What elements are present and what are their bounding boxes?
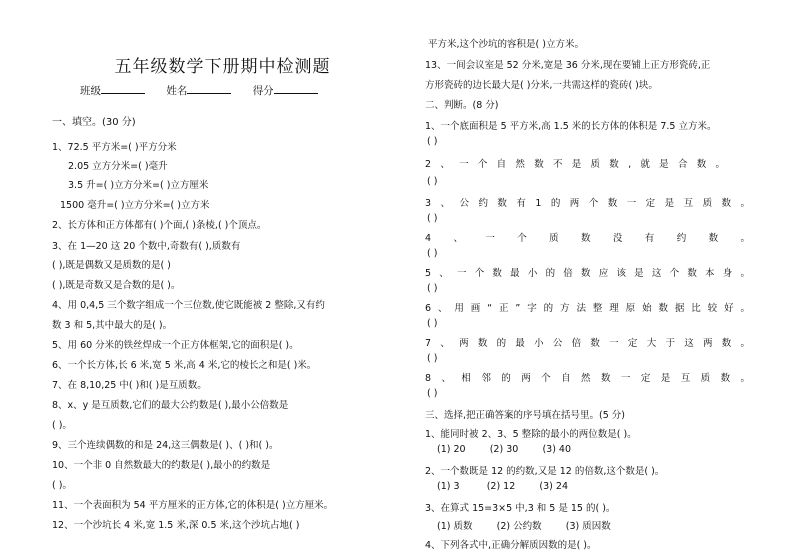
question-line: 3、在算式 15=3×5 中,3 和 5 是 15 的( )。 bbox=[425, 503, 616, 514]
question-line: 8、x、y 是互质数,它们的最大公约数是( ),最小公倍数是 bbox=[52, 400, 289, 411]
score-blank[interactable] bbox=[274, 84, 318, 94]
answer-paren[interactable]: ( ) bbox=[427, 283, 438, 294]
answer-paren[interactable]: ( ) bbox=[427, 136, 438, 147]
question-line: ( )。 bbox=[52, 420, 72, 431]
question-line: 9、三个连续偶数的和是 24,这三偶数是( )、( )和( )。 bbox=[52, 440, 279, 451]
page-title: 五年级数学下册期中检测题 bbox=[114, 57, 331, 77]
question-line: ( )。 bbox=[52, 480, 72, 491]
question-line: 1、72.5 平方米=( )平方分米 bbox=[52, 142, 177, 153]
question-line: 1、一个底面积是 5 平方米,高 1.5 米的长方体的体积是 7.5 立方米。 bbox=[425, 121, 717, 132]
name-label: 姓名 bbox=[166, 85, 188, 97]
question-line: 10、一个非 0 自然数最大的约数是( ),最小的约数是 bbox=[52, 460, 271, 471]
question-line: 2、一个自然数不是质数,就是合数。 bbox=[425, 159, 725, 170]
answer-paren[interactable]: ( ) bbox=[427, 213, 438, 224]
question-line: 5、用 60 分米的铁丝焊成一个正方体框架,它的面积是( )。 bbox=[52, 340, 299, 351]
question-line: 3、在 1—20 这 20 个数中,奇数有( ),质数有 bbox=[52, 241, 241, 252]
choice-options: (1) 20 (2) 30 (3) 40 bbox=[437, 444, 572, 455]
question-line: 13、一间会议室是 52 分米,宽是 36 分米,现在要铺上正方形瓷砖,正 bbox=[425, 60, 711, 71]
student-info-row bbox=[80, 83, 336, 98]
question-line: 4、用 0,4,5 三个数字组成一个三位数,使它既能被 2 整除,又有约 bbox=[52, 300, 325, 311]
answer-paren[interactable]: ( ) bbox=[427, 248, 438, 259]
choice-options: (1) 3 (2) 12 (3) 24 bbox=[437, 481, 568, 492]
question-line: 6、用画“正”字的方法整理原始数据比较好。 bbox=[425, 303, 750, 314]
class-field bbox=[80, 83, 145, 98]
question-line: 8、相邻的两个自然数一定是互质数。 bbox=[425, 373, 750, 384]
question-line: 方形瓷砖的边长最大是( )分米,一共需这样的瓷砖( )块。 bbox=[425, 80, 658, 91]
question-line: 3.5 升=( )立方分米=( )立方厘米 bbox=[68, 180, 209, 191]
class-blank[interactable] bbox=[101, 84, 145, 94]
question-line: 平方米,这个沙坑的容积是( )立方米。 bbox=[428, 39, 584, 50]
answer-paren[interactable]: ( ) bbox=[427, 176, 438, 187]
question-line: 5、一个数最小的倍数应该是这个数本身。 bbox=[425, 268, 750, 279]
score-label: 得分 bbox=[252, 85, 274, 97]
question-line: 6、一个长方体,长 6 米,宽 5 米,高 4 米,它的棱长之和是( )米。 bbox=[52, 360, 317, 371]
class-label: 班级 bbox=[80, 85, 101, 97]
question-line: 2、长方体和正方体都有( )个面,( )条棱,( )个顶点。 bbox=[52, 220, 267, 231]
question-line: 12、一个沙坑长 4 米,宽 1.5 米,深 0.5 米,这个沙坑占地( ) bbox=[52, 520, 300, 531]
choice-options: (1) 质数 (2) 公约数 (3) 质因数 bbox=[437, 521, 611, 532]
question-line: 2.05 立方分米=( )毫升 bbox=[68, 161, 168, 172]
question-line: 7、两数的最小公倍数一定大于这两数。 bbox=[425, 338, 750, 349]
section-heading-fill: 一、填空。(30 分) bbox=[52, 117, 136, 128]
question-line: 7、在 8,10,25 中( )和( )是互质数。 bbox=[52, 380, 207, 391]
question-line: 2、一个数既是 12 的约数,又是 12 的倍数,这个数是( )。 bbox=[425, 466, 665, 477]
question-line: 4、一个质数没有约数。 bbox=[425, 233, 750, 244]
name-field bbox=[166, 83, 231, 98]
answer-paren[interactable]: ( ) bbox=[427, 353, 438, 364]
question-line: 数 3 和 5,其中最大的是( )。 bbox=[52, 320, 173, 331]
question-line: 1500 毫升=( )立方分米=( )立方米 bbox=[60, 200, 210, 211]
question-line: 3、公约数有1的两个数一定是互质数。 bbox=[425, 198, 750, 209]
question-line: 11、一个表面积为 54 平方厘米的正方体,它的体积是( )立方厘米。 bbox=[52, 500, 334, 511]
answer-paren[interactable]: ( ) bbox=[427, 388, 438, 399]
question-line: 4、下列各式中,正确分解质因数的是( )。 bbox=[425, 540, 597, 551]
section-heading-judge: 二、判断。(8 分) bbox=[425, 100, 499, 111]
name-blank[interactable] bbox=[187, 84, 231, 94]
score-field bbox=[253, 83, 318, 98]
question-line: ( ),既是奇数又是合数的是( )。 bbox=[52, 280, 181, 291]
question-line: ( ),既是偶数又是质数的是( ) bbox=[52, 260, 171, 271]
answer-paren[interactable]: ( ) bbox=[427, 318, 438, 329]
section-heading-choice: 三、选择,把正确答案的序号填在括号里。(5 分) bbox=[425, 410, 625, 421]
question-line: 1、能同时被 2、3、5 整除的最小的两位数是( )。 bbox=[425, 429, 637, 440]
